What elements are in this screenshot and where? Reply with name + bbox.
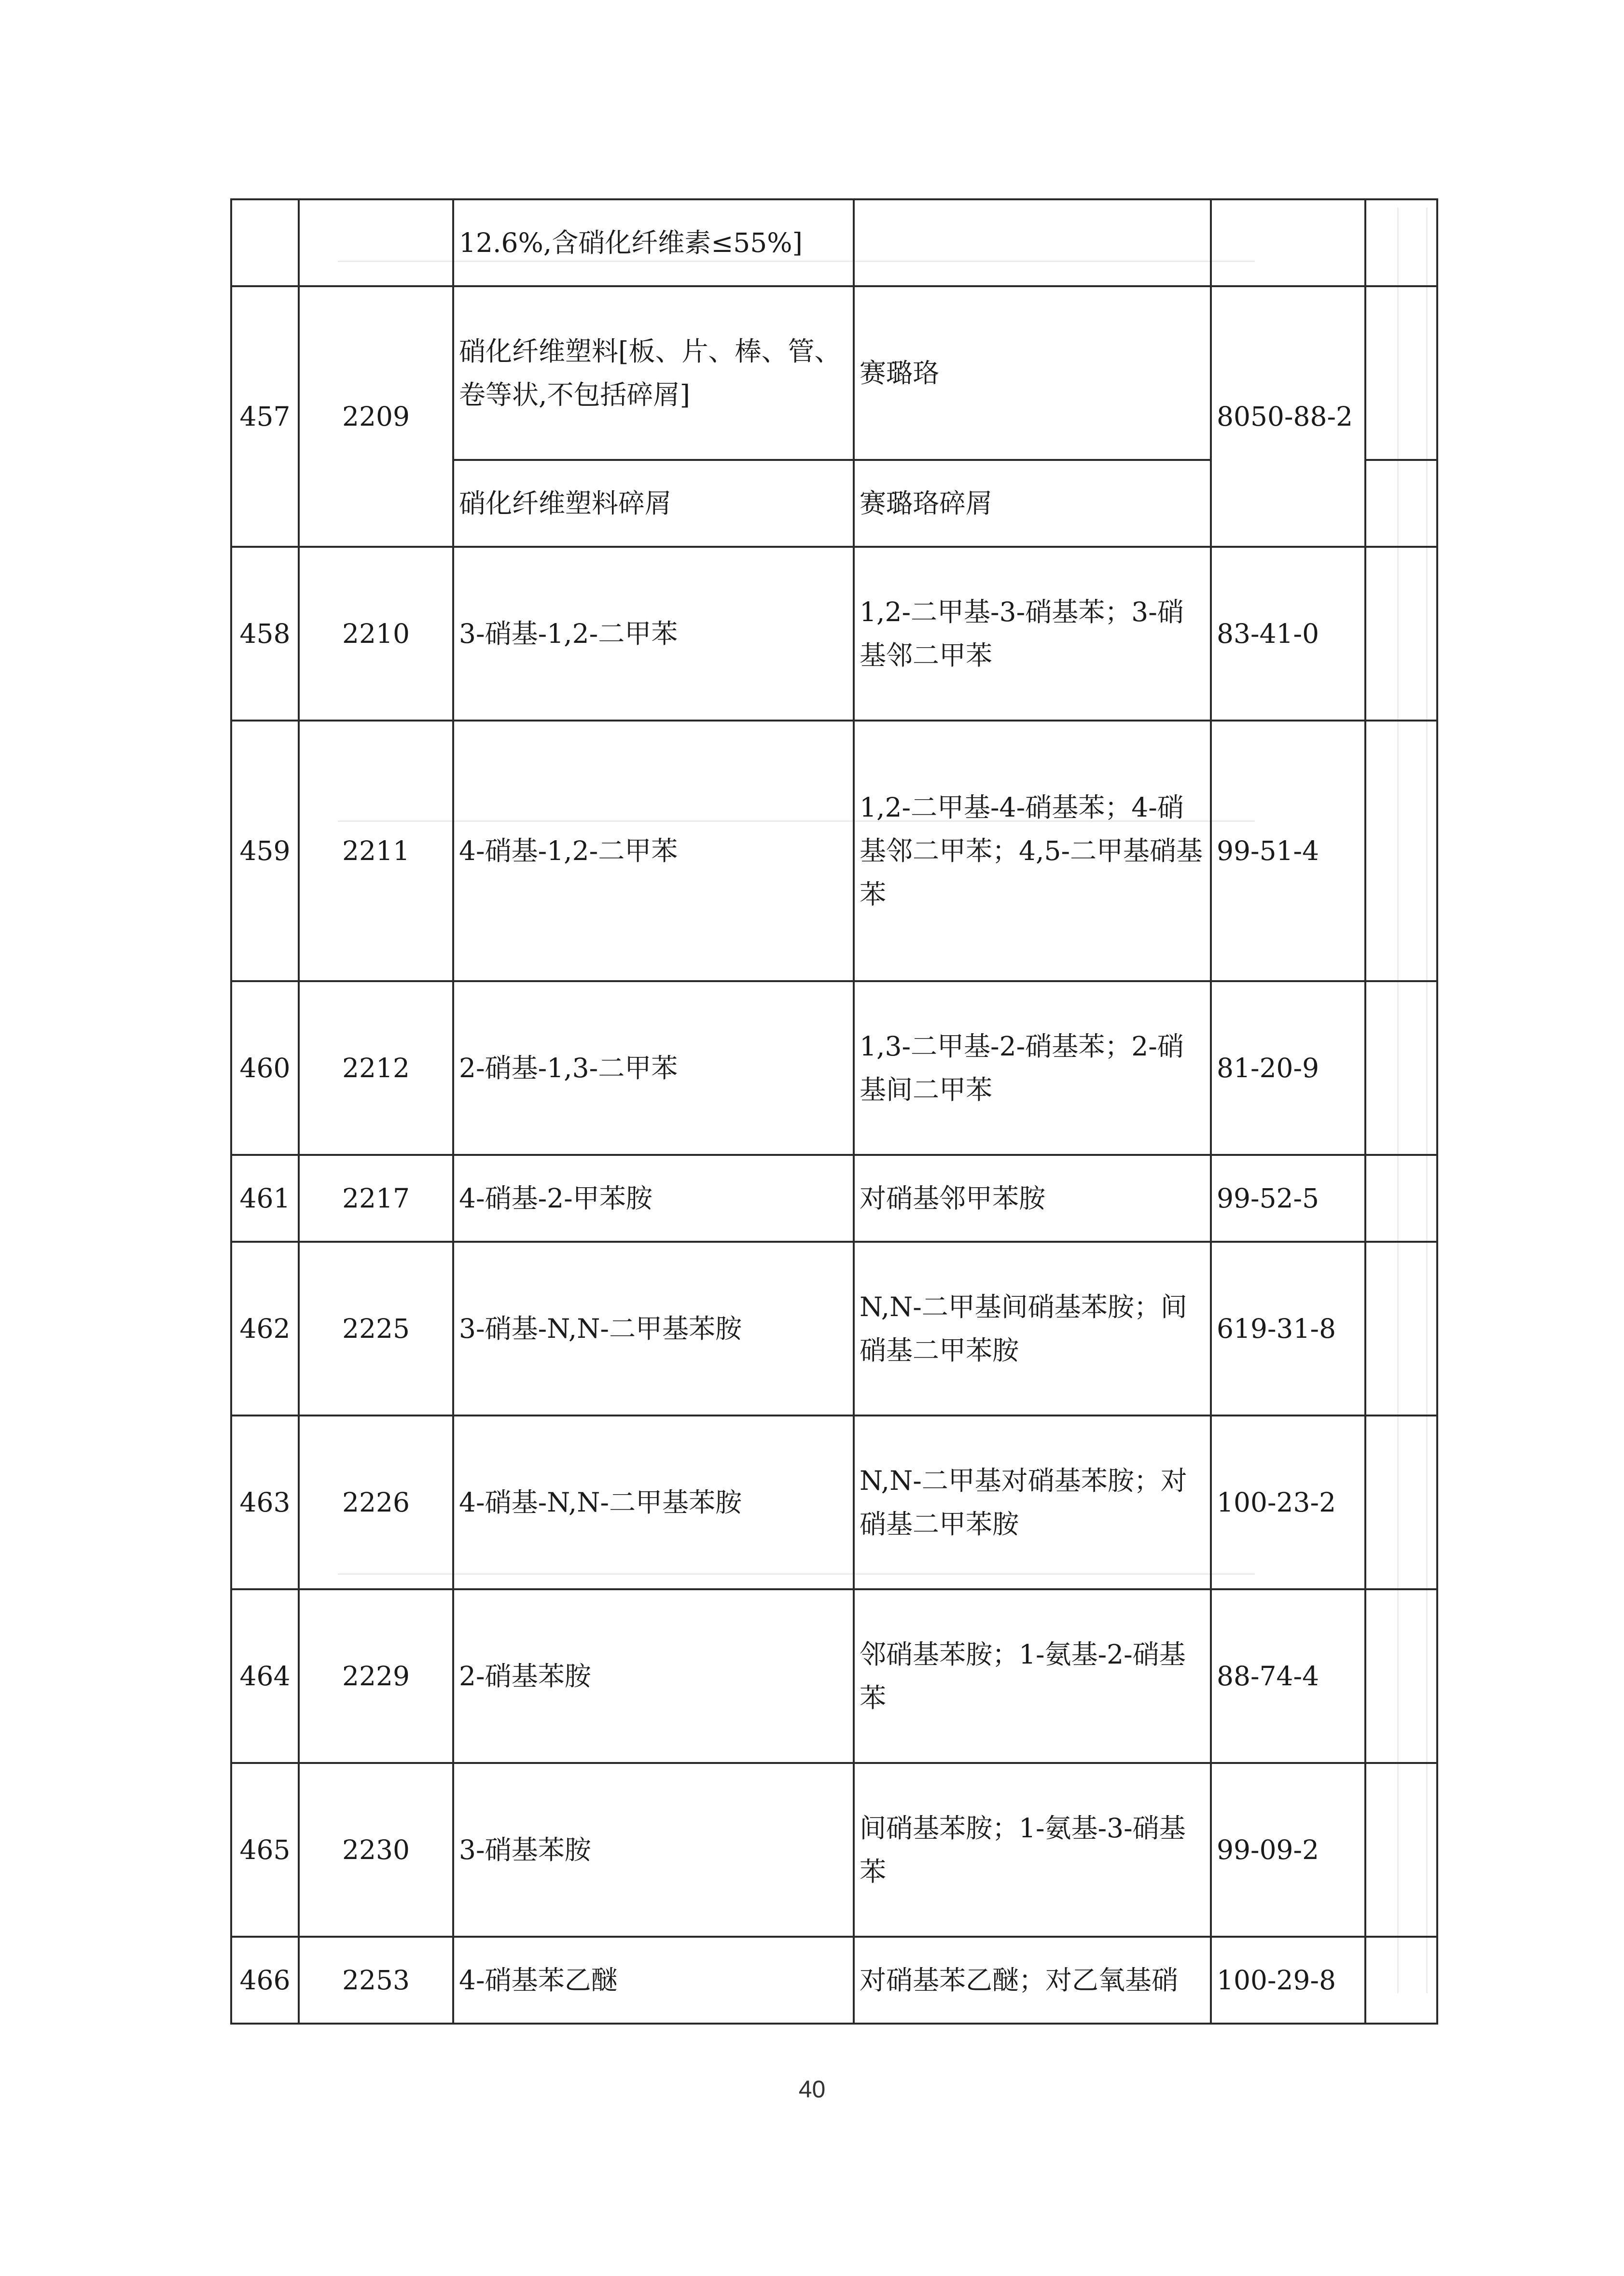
cas-cell: 619-31-8 — [1211, 1242, 1365, 1416]
remark-cell — [1365, 1242, 1437, 1416]
name-cell: 硝化纤维塑料碎屑 — [453, 460, 854, 547]
cas-cell: 88-74-4 — [1211, 1589, 1365, 1763]
alias-cell: 间硝基苯胺；1-氨基-3-硝基苯 — [854, 1763, 1211, 1937]
seq-cell: 461 — [231, 1155, 299, 1242]
code-cell: 2209 — [299, 286, 453, 547]
name-cell: 4-硝基-1,2-二甲苯 — [453, 721, 854, 981]
remark-cell — [1365, 1155, 1437, 1242]
remark-cell — [1365, 1589, 1437, 1763]
cas-cell: 100-29-8 — [1211, 1937, 1365, 2024]
table-row — [231, 199, 1437, 286]
seq-cell: 464 — [231, 1589, 299, 1763]
alias-cell: 对硝基邻甲苯胺 — [854, 1155, 1211, 1242]
seq-cell: 465 — [231, 1763, 299, 1937]
name-cell: 2-硝基-1,3-二甲苯 — [453, 981, 854, 1155]
alias-cell: N,N-二甲基间硝基苯胺；间硝基二甲苯胺 — [854, 1242, 1211, 1416]
alias-cell: 1,2-二甲基-3-硝基苯；3-硝基邻二甲苯 — [854, 547, 1211, 721]
code-cell: 2217 — [299, 1155, 453, 1242]
cas-cell: 8050-88-2 — [1211, 286, 1365, 547]
remark-cell — [1365, 1763, 1437, 1937]
alias-cell — [854, 199, 1211, 286]
cas-cell: 81-20-9 — [1211, 981, 1365, 1155]
alias-cell: 1,3-二甲基-2-硝基苯；2-硝基间二甲苯 — [854, 981, 1211, 1155]
code-cell: 2229 — [299, 1589, 453, 1763]
remark-cell — [1365, 460, 1437, 547]
alias-cell: 邻硝基苯胺；1-氨基-2-硝基苯 — [854, 1589, 1211, 1763]
seq-cell: 463 — [231, 1416, 299, 1589]
table-row — [231, 981, 1437, 1155]
seq-cell: 457 — [231, 286, 299, 547]
table-row — [231, 1242, 1437, 1416]
remark-cell — [1365, 1937, 1437, 2024]
table-row — [231, 286, 1437, 460]
table-row — [231, 1763, 1437, 1937]
alias-cell: N,N-二甲基对硝基苯胺；对硝基二甲苯胺 — [854, 1416, 1211, 1589]
remark-cell — [1365, 981, 1437, 1155]
cas-cell: 83-41-0 — [1211, 547, 1365, 721]
code-cell: 2225 — [299, 1242, 453, 1416]
seq-cell: 459 — [231, 721, 299, 981]
remark-cell — [1365, 199, 1437, 286]
name-cell: 2-硝基苯胺 — [453, 1589, 854, 1763]
cas-cell: 99-52-5 — [1211, 1155, 1365, 1242]
page-number: 40 — [798, 2076, 826, 2103]
seq-cell — [231, 199, 299, 286]
code-cell: 2230 — [299, 1763, 453, 1937]
seq-cell: 466 — [231, 1937, 299, 2024]
code-cell: 2211 — [299, 721, 453, 981]
table-row — [231, 1416, 1437, 1589]
name-cell: 硝化纤维塑料[板、片、棒、管、卷等状,不包括碎屑] — [453, 286, 854, 460]
remark-cell — [1365, 286, 1437, 460]
code-cell: 2253 — [299, 1937, 453, 2024]
name-cell: 3-硝基苯胺 — [453, 1763, 854, 1937]
cas-cell — [1211, 199, 1365, 286]
name-cell: 3-硝基-1,2-二甲苯 — [453, 547, 854, 721]
remark-cell — [1365, 721, 1437, 981]
code-cell — [299, 199, 453, 286]
remark-cell — [1365, 1416, 1437, 1589]
name-cell: 12.6%,含硝化纤维素≤55%] — [453, 199, 854, 286]
alias-cell: 赛璐珞碎屑 — [854, 460, 1211, 547]
alias-cell: 1,2-二甲基-4-硝基苯；4-硝基邻二甲苯；4,5-二甲基硝基苯 — [854, 721, 1211, 981]
code-cell: 2212 — [299, 981, 453, 1155]
seq-cell: 460 — [231, 981, 299, 1155]
seq-cell: 462 — [231, 1242, 299, 1416]
chemical-list-table — [230, 198, 1438, 2025]
table-row — [231, 1589, 1437, 1763]
table-row — [231, 547, 1437, 721]
table-row — [231, 1155, 1437, 1242]
cas-cell: 99-51-4 — [1211, 721, 1365, 981]
cas-cell: 99-09-2 — [1211, 1763, 1365, 1937]
cas-cell: 100-23-2 — [1211, 1416, 1365, 1589]
table-row — [231, 721, 1437, 981]
alias-cell: 对硝基苯乙醚；对乙氧基硝 — [854, 1937, 1211, 2024]
name-cell: 3-硝基-N,N-二甲基苯胺 — [453, 1242, 854, 1416]
name-cell: 4-硝基-N,N-二甲基苯胺 — [453, 1416, 854, 1589]
table-row — [231, 1937, 1437, 2024]
name-cell: 4-硝基苯乙醚 — [453, 1937, 854, 2024]
seq-cell: 458 — [231, 547, 299, 721]
name-cell: 4-硝基-2-甲苯胺 — [453, 1155, 854, 1242]
code-cell: 2226 — [299, 1416, 453, 1589]
alias-cell: 赛璐珞 — [854, 286, 1211, 460]
remark-cell — [1365, 547, 1437, 721]
code-cell: 2210 — [299, 547, 453, 721]
